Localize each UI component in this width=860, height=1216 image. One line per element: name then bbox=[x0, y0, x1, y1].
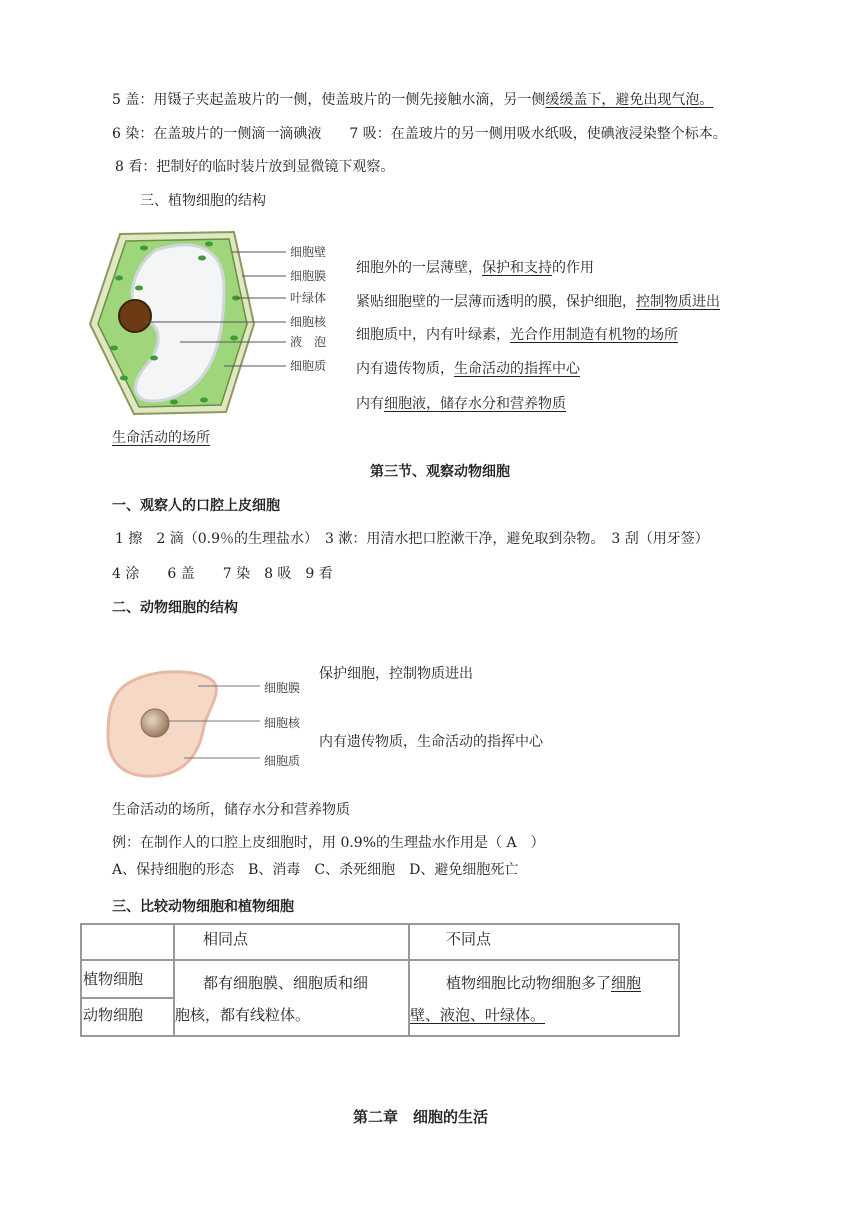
example-options: A、保持细胞的形态 B、消毒 C、杀死细胞 D、避免细胞死亡 bbox=[112, 862, 519, 878]
step-8-line: 8 看：把制好的临时装片放到显微镜下观察。 bbox=[115, 159, 395, 175]
example-question: 例：在制作人的口腔上皮细胞时，用 0.9%的生理盐水作用是（ A ） bbox=[112, 835, 545, 851]
animal-label-nucleus: 细胞核 bbox=[264, 716, 301, 730]
animal-desc-membrane: 保护细胞，控制物质进出 bbox=[319, 666, 473, 682]
steps-line-1: 1 擦 2 滴（0.9％的生理盐水） 3 漱：用清水把口腔漱干净，避免取到杂物。 3 刮（用牙签） bbox=[115, 531, 709, 547]
plant-desc-membrane: 紧贴细胞壁的一层薄而透明的膜，保护细胞，控制物质进出 bbox=[356, 294, 720, 310]
plant-desc-wall: 细胞外的一层薄壁，保护和支持的作用 bbox=[356, 260, 594, 276]
plant-label-vacuole: 液 泡 bbox=[290, 335, 327, 349]
plant-desc-cytoplasm: 生命活动的场所 bbox=[112, 430, 210, 446]
plant-desc-chloroplast: 细胞质中，内有叶绿素，光合作用制造有机物的场所 bbox=[356, 327, 678, 343]
s1-heading: 一、观察人的口腔上皮细胞 bbox=[112, 498, 280, 514]
plant-desc-vacuole: 内有细胞液，储存水分和营养物质 bbox=[356, 396, 566, 412]
animal-desc-cytoplasm: 生命活动的场所，储存水分和营养物质 bbox=[112, 802, 350, 818]
table-row bbox=[81, 960, 679, 998]
section-title: 第三节、观察动物细胞 bbox=[370, 464, 510, 480]
table-header-same: 相同点 bbox=[174, 924, 409, 960]
s3-heading: 三、比较动物细胞和植物细胞 bbox=[112, 899, 294, 915]
comparison-table bbox=[80, 923, 680, 1037]
chapter-title: 第二章 细胞的生活 bbox=[353, 1108, 489, 1126]
table-same-cell: 都有细胞膜、细胞质和细 胞核，都有线粒体。 bbox=[174, 960, 409, 1036]
animal-label-membrane: 细胞膜 bbox=[264, 681, 301, 695]
table-diff-cell: 植物细胞比动物细胞多了细胞 壁、液泡、叶绿体。 bbox=[409, 960, 679, 1036]
plant-label-chloroplast: 叶绿体 bbox=[290, 291, 327, 305]
plant-desc-nucleus: 内有遗传物质，生命活动的指挥中心 bbox=[356, 361, 580, 377]
step-5-line: 5 盖：用镊子夹起盖玻片的一侧，使盖玻片的一侧先接触水滴，另一侧缓缓盖下，避免出现气泡。 bbox=[112, 92, 714, 108]
animal-label-cytoplasm: 细胞质 bbox=[264, 754, 301, 768]
table-header-diff: 不同点 bbox=[409, 924, 679, 960]
plant-label-wall: 细胞壁 bbox=[290, 245, 327, 259]
steps-line-2: 4 涂 6 盖 7 染 8 吸 9 看 bbox=[112, 566, 333, 582]
plant-label-cytoplasm: 细胞质 bbox=[290, 359, 327, 373]
table-row-plant: 植物细胞 bbox=[81, 960, 174, 998]
plant-heading: 三、植物细胞的结构 bbox=[140, 193, 266, 209]
animal-desc-nucleus: 内有遗传物质，生命活动的指挥中心 bbox=[319, 734, 543, 750]
table-row bbox=[81, 924, 679, 960]
table-row-animal: 动物细胞 bbox=[81, 998, 174, 1036]
table-corner-cell bbox=[81, 924, 174, 960]
plant-label-nucleus: 细胞核 bbox=[290, 315, 327, 329]
step-6-7-line: 6 染：在盖玻片的一侧滴一滴碘液 7 吸：在盖玻片的另一侧用吸水纸吸，使碘液浸染整个标本。 bbox=[112, 126, 727, 142]
s2-heading: 二、动物细胞的结构 bbox=[112, 600, 238, 616]
plant-label-membrane: 细胞膜 bbox=[290, 269, 327, 283]
